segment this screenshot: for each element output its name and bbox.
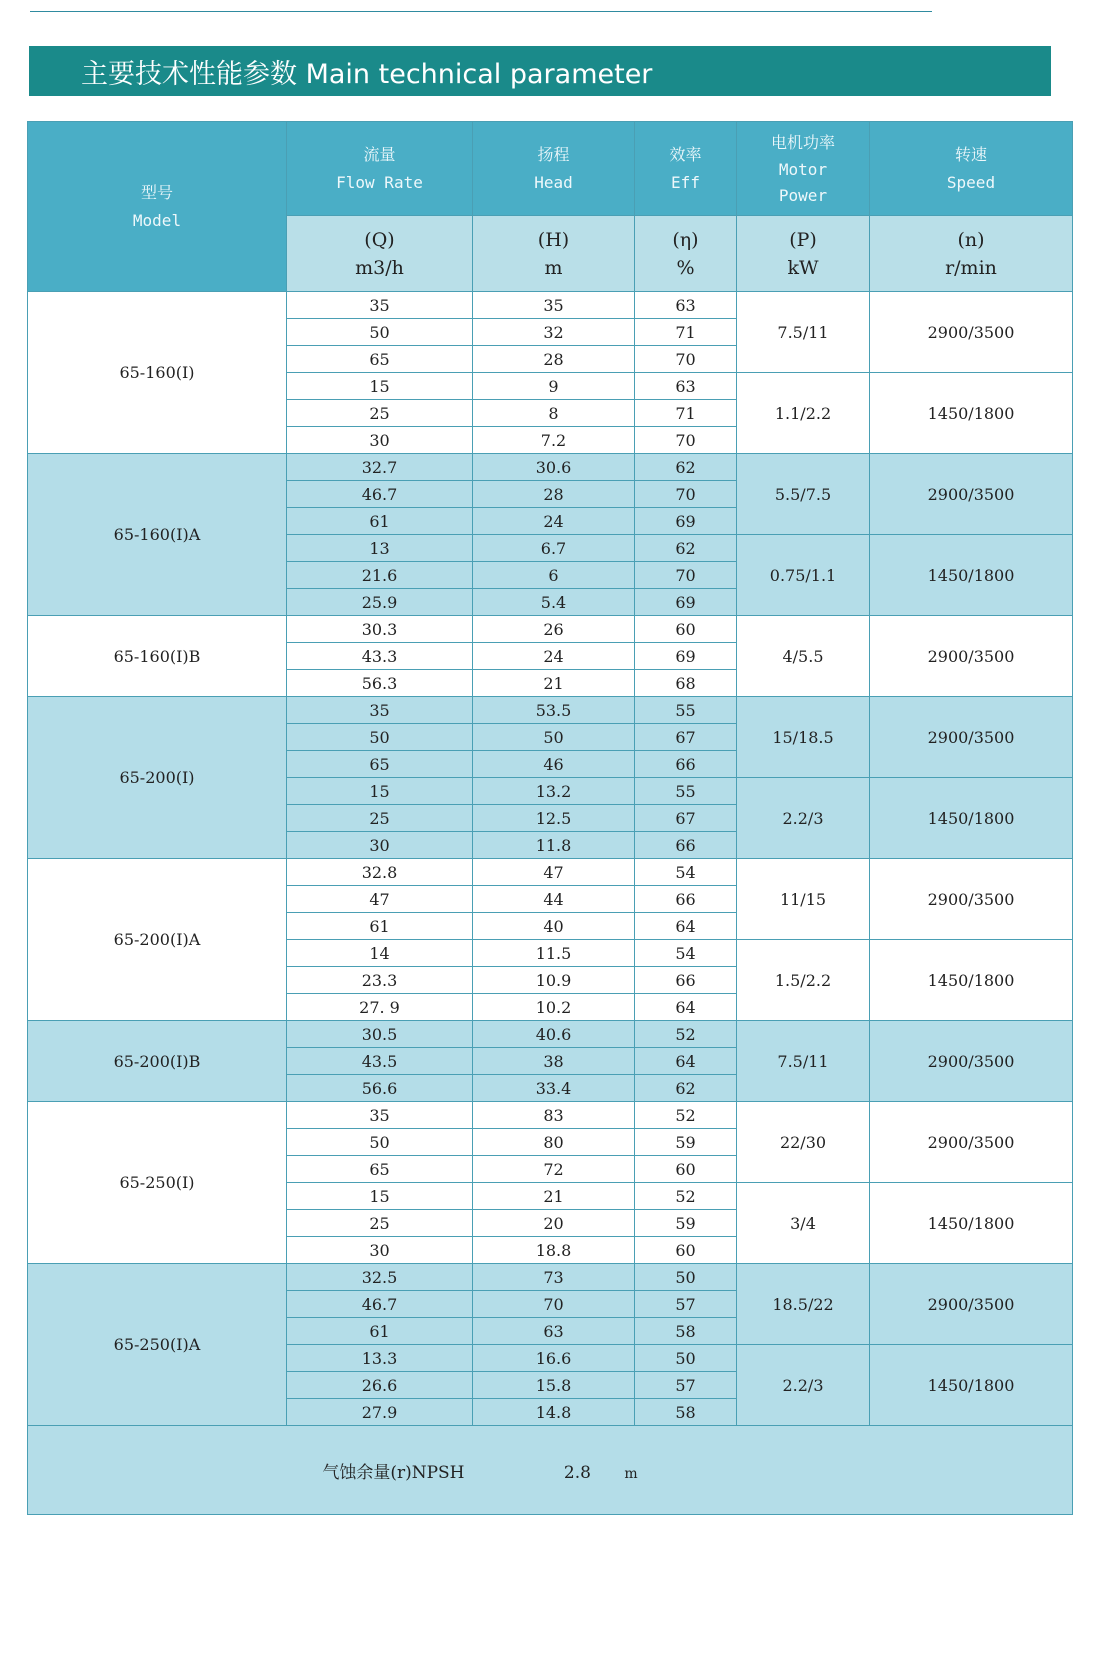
eff-value: 55 [635, 697, 737, 724]
motor-power-value: 0.75/1.1 [737, 535, 870, 616]
head-value: 21 [473, 670, 635, 697]
table-row [28, 1264, 1073, 1291]
speed-value: 2900/3500 [870, 697, 1073, 778]
head-value: 21 [473, 1183, 635, 1210]
power-unit: kW [787, 256, 819, 279]
flow-value: 65 [287, 346, 473, 373]
model-header [28, 122, 287, 292]
flow-value: 46.7 [287, 1291, 473, 1318]
flow-value: 25.9 [287, 589, 473, 616]
speed-value: 1450/1800 [870, 535, 1073, 616]
flow-value: 30.3 [287, 616, 473, 643]
flow-value: 15 [287, 778, 473, 805]
head-value: 72 [473, 1156, 635, 1183]
speed-unit-cell [870, 216, 1073, 292]
flow-value: 15 [287, 373, 473, 400]
head-value: 33.4 [473, 1075, 635, 1102]
eff-value: 57 [635, 1372, 737, 1399]
page-title: 主要技术性能参数 Main technical parameter [81, 58, 653, 90]
flow-value: 46.7 [287, 481, 473, 508]
motor-power-value: 5.5/7.5 [737, 454, 870, 535]
eff-value: 50 [635, 1345, 737, 1372]
flow-value: 27.9 [287, 1399, 473, 1426]
flow-value: 25 [287, 805, 473, 832]
flow-value: 47 [287, 886, 473, 913]
flow-value: 61 [287, 508, 473, 535]
eff-value: 64 [635, 913, 737, 940]
eff-value: 66 [635, 751, 737, 778]
head-value: 53.5 [473, 697, 635, 724]
speed-header-en: Speed [946, 172, 996, 192]
head-value: 20 [473, 1210, 635, 1237]
flow-value: 56.3 [287, 670, 473, 697]
model-group [28, 454, 1073, 616]
head-value: 35 [473, 292, 635, 319]
head-value: 50 [473, 724, 635, 751]
flow-value: 25 [287, 400, 473, 427]
speed-value: 2900/3500 [870, 859, 1073, 940]
flow-value: 30 [287, 1237, 473, 1264]
flow-value: 30 [287, 427, 473, 454]
model-name: 65-160(I) [28, 292, 287, 454]
speed-value: 1450/1800 [870, 373, 1073, 454]
head-unit: m [544, 256, 563, 279]
head-value: 18.8 [473, 1237, 635, 1264]
npsh-unit: m [624, 1465, 638, 1482]
speed-value: 2900/3500 [870, 1021, 1073, 1102]
head-value: 80 [473, 1129, 635, 1156]
speed-value: 2900/3500 [870, 616, 1073, 697]
speed-value: 2900/3500 [870, 1102, 1073, 1183]
head-value: 46 [473, 751, 635, 778]
speed-value: 1450/1800 [870, 1183, 1073, 1264]
flow-value: 43.5 [287, 1048, 473, 1075]
eff-value: 59 [635, 1129, 737, 1156]
head-value: 83 [473, 1102, 635, 1129]
flow-value: 32.8 [287, 859, 473, 886]
eff-value: 59 [635, 1210, 737, 1237]
flow-value: 23.3 [287, 967, 473, 994]
eff-value: 68 [635, 670, 737, 697]
head-unit-cell [473, 216, 635, 292]
eff-value: 70 [635, 427, 737, 454]
head-value: 6 [473, 562, 635, 589]
model-group [28, 616, 1073, 697]
flow-header [287, 122, 473, 216]
speed-value: 1450/1800 [870, 1345, 1073, 1426]
speed-value: 2900/3500 [870, 292, 1073, 373]
model-name: 65-200(I)A [28, 859, 287, 1021]
eff-header-en: Eff [671, 172, 700, 192]
head-value: 63 [473, 1318, 635, 1345]
flow-value: 50 [287, 1129, 473, 1156]
eff-value: 64 [635, 1048, 737, 1075]
eff-value: 70 [635, 481, 737, 508]
flow-value: 13.3 [287, 1345, 473, 1372]
head-value: 9 [473, 373, 635, 400]
model-group [28, 697, 1073, 859]
head-header [473, 122, 635, 216]
motor-power-value: 2.2/3 [737, 778, 870, 859]
npsh-cell [28, 1426, 1073, 1515]
page-title-banner [29, 46, 1051, 96]
head-value: 47 [473, 859, 635, 886]
head-value: 13.2 [473, 778, 635, 805]
eff-value: 69 [635, 589, 737, 616]
eff-value: 63 [635, 373, 737, 400]
flow-value: 35 [287, 292, 473, 319]
eff-value: 62 [635, 454, 737, 481]
speed-value: 1450/1800 [870, 940, 1073, 1021]
eff-value: 64 [635, 994, 737, 1021]
table-header [28, 122, 1073, 292]
table-row [28, 292, 1073, 319]
eff-value: 69 [635, 643, 737, 670]
head-value: 6.7 [473, 535, 635, 562]
flow-value: 26.6 [287, 1372, 473, 1399]
model-group [28, 292, 1073, 454]
flow-value: 13 [287, 535, 473, 562]
flow-value: 32.5 [287, 1264, 473, 1291]
model-group [28, 1102, 1073, 1264]
model-group [28, 1264, 1073, 1426]
table-row [28, 454, 1073, 481]
head-value: 24 [473, 643, 635, 670]
flow-value: 25 [287, 1210, 473, 1237]
eff-value: 63 [635, 292, 737, 319]
speed-value: 2900/3500 [870, 454, 1073, 535]
power-symbol: (P) [789, 228, 817, 251]
motor-power-value: 22/30 [737, 1102, 870, 1183]
head-value: 5.4 [473, 589, 635, 616]
parameter-table [27, 121, 1073, 1515]
model-group [28, 859, 1073, 1021]
table-row [28, 697, 1073, 724]
head-value: 15.8 [473, 1372, 635, 1399]
flow-value: 61 [287, 1318, 473, 1345]
speed-header [870, 122, 1073, 216]
model-name: 65-160(I)A [28, 454, 287, 616]
top-rule [30, 11, 932, 12]
motor-power-value: 11/15 [737, 859, 870, 940]
eff-value: 54 [635, 859, 737, 886]
eff-header [635, 122, 737, 216]
head-value: 40.6 [473, 1021, 635, 1048]
flow-value: 14 [287, 940, 473, 967]
model-group [28, 1021, 1073, 1102]
flow-value: 50 [287, 319, 473, 346]
motor-power-value: 7.5/11 [737, 292, 870, 373]
head-value: 11.5 [473, 940, 635, 967]
model-header-cn: 型号 [140, 182, 173, 202]
head-value: 10.9 [473, 967, 635, 994]
flow-header-cn: 流量 [363, 144, 396, 164]
table-row [28, 1021, 1073, 1048]
flow-value: 15 [287, 1183, 473, 1210]
motor-power-value: 4/5.5 [737, 616, 870, 697]
eff-value: 60 [635, 616, 737, 643]
eff-value: 66 [635, 967, 737, 994]
head-value: 11.8 [473, 832, 635, 859]
head-value: 24 [473, 508, 635, 535]
flow-value: 30 [287, 832, 473, 859]
eff-value: 52 [635, 1021, 737, 1048]
eff-value: 66 [635, 886, 737, 913]
speed-unit: r/min [945, 256, 997, 279]
flow-value: 43.3 [287, 643, 473, 670]
head-value: 10.2 [473, 994, 635, 1021]
flow-value: 27. 9 [287, 994, 473, 1021]
motor-power-value: 1.1/2.2 [737, 373, 870, 454]
speed-value: 2900/3500 [870, 1264, 1073, 1345]
flow-value: 35 [287, 697, 473, 724]
model-name: 65-200(I) [28, 697, 287, 859]
head-value: 14.8 [473, 1399, 635, 1426]
head-value: 8 [473, 400, 635, 427]
power-header-cn: 电机功率 [770, 132, 835, 152]
eff-value: 57 [635, 1291, 737, 1318]
eff-value: 69 [635, 508, 737, 535]
eff-value: 62 [635, 1075, 737, 1102]
npsh-row [28, 1426, 1073, 1515]
eff-value: 70 [635, 346, 737, 373]
flow-value: 50 [287, 724, 473, 751]
eff-value: 55 [635, 778, 737, 805]
speed-header-cn: 转速 [954, 144, 987, 164]
head-value: 70 [473, 1291, 635, 1318]
flow-header-en: Flow Rate [336, 172, 423, 192]
power-header [737, 122, 870, 216]
eff-value: 50 [635, 1264, 737, 1291]
eff-header-cn: 效率 [669, 144, 702, 164]
eff-value: 58 [635, 1318, 737, 1345]
flow-value: 65 [287, 751, 473, 778]
head-header-cn: 扬程 [537, 144, 570, 164]
flow-unit-cell [287, 216, 473, 292]
eff-value: 62 [635, 535, 737, 562]
table-row [28, 859, 1073, 886]
npsh-value: 2.8 [563, 1462, 591, 1483]
power-header-en: Motor Power [778, 159, 828, 205]
head-value: 32 [473, 319, 635, 346]
head-symbol: (H) [537, 228, 570, 251]
head-value: 7.2 [473, 427, 635, 454]
eff-value: 67 [635, 724, 737, 751]
head-value: 28 [473, 346, 635, 373]
eff-value: 52 [635, 1183, 737, 1210]
flow-value: 30.5 [287, 1021, 473, 1048]
table-row [28, 616, 1073, 643]
motor-power-value: 3/4 [737, 1183, 870, 1264]
head-value: 12.5 [473, 805, 635, 832]
eff-value: 58 [635, 1399, 737, 1426]
model-name: 65-250(I)A [28, 1264, 287, 1426]
motor-power-value: 7.5/11 [737, 1021, 870, 1102]
eff-value: 70 [635, 562, 737, 589]
head-value: 28 [473, 481, 635, 508]
head-value: 44 [473, 886, 635, 913]
eff-unit-cell [635, 216, 737, 292]
eff-value: 60 [635, 1237, 737, 1264]
flow-value: 32.7 [287, 454, 473, 481]
eff-unit: % [676, 256, 695, 279]
motor-power-value: 15/18.5 [737, 697, 870, 778]
motor-power-value: 1.5/2.2 [737, 940, 870, 1021]
model-header-en: Model [132, 210, 182, 230]
head-value: 26 [473, 616, 635, 643]
eff-value: 52 [635, 1102, 737, 1129]
eff-value: 54 [635, 940, 737, 967]
motor-power-value: 18.5/22 [737, 1264, 870, 1345]
eff-value: 60 [635, 1156, 737, 1183]
head-value: 40 [473, 913, 635, 940]
speed-symbol: (n) [957, 228, 985, 251]
model-name: 65-160(I)B [28, 616, 287, 697]
flow-symbol: (Q) [364, 228, 395, 251]
model-name: 65-250(I) [28, 1102, 287, 1264]
head-header-en: Head [534, 172, 573, 192]
eff-value: 71 [635, 319, 737, 346]
npsh-label: 气蚀余量(r)NPSH [322, 1462, 465, 1483]
model-name: 65-200(I)B [28, 1021, 287, 1102]
eff-symbol: (η) [672, 228, 699, 251]
table-row [28, 1102, 1073, 1129]
flow-value: 61 [287, 913, 473, 940]
flow-value: 35 [287, 1102, 473, 1129]
head-value: 30.6 [473, 454, 635, 481]
head-value: 73 [473, 1264, 635, 1291]
head-value: 38 [473, 1048, 635, 1075]
motor-power-value: 2.2/3 [737, 1345, 870, 1426]
speed-value: 1450/1800 [870, 778, 1073, 859]
flow-value: 56.6 [287, 1075, 473, 1102]
eff-value: 67 [635, 805, 737, 832]
power-unit-cell [737, 216, 870, 292]
eff-value: 71 [635, 400, 737, 427]
head-value: 16.6 [473, 1345, 635, 1372]
flow-value: 65 [287, 1156, 473, 1183]
eff-value: 66 [635, 832, 737, 859]
flow-unit: m3/h [355, 256, 404, 279]
flow-value: 21.6 [287, 562, 473, 589]
